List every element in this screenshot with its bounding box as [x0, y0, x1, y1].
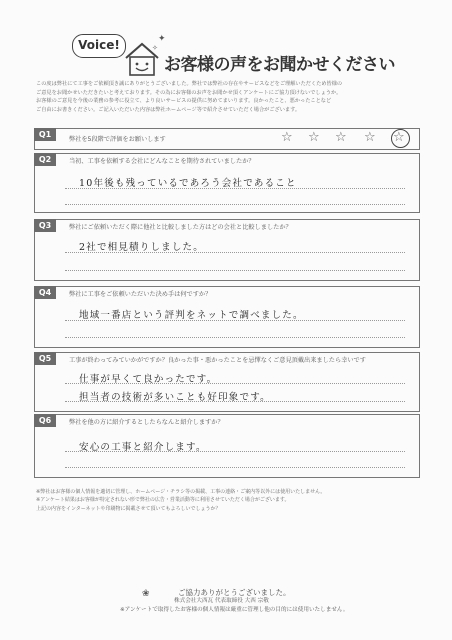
answer-line: [65, 467, 405, 468]
note-line: ※弊社はお客様の個人情報を適切に管理し、ホームページ・チラシ等の掲載、工事の連絡・ご案内等以外には使用いたしません。: [36, 489, 326, 495]
answer-line: [65, 337, 405, 338]
question-text: 弊社にご依頼いただく際に他社と比較しました方はどの会社と比較しましたか？: [69, 224, 292, 231]
sparkle-icon: ✧: [152, 44, 158, 52]
handwritten-answer: 担当者の技術が多いことも好印象です。: [79, 392, 271, 403]
answer-line: [65, 401, 405, 402]
question-number: Q5: [34, 352, 56, 365]
question-number: Q1: [34, 128, 56, 141]
intro-line: ご自由にお書きください。ご記入いただいた内容は弊社ホームページ等で紹介させていただく場合がございます。: [36, 106, 301, 113]
answer-line: [65, 451, 405, 452]
answer-line: [65, 252, 405, 253]
answer-line: [65, 204, 405, 205]
star-icon[interactable]: ☆: [281, 130, 293, 145]
handwritten-answer: 地域一番店という評判をネットで調べました。: [79, 310, 304, 321]
star-icon[interactable]: ☆: [335, 130, 347, 145]
footer: [120, 588, 380, 615]
answer-line: [65, 320, 405, 321]
question-number: Q4: [34, 286, 56, 299]
voice-badge: Voice!: [72, 34, 126, 58]
question-q3: [34, 219, 420, 281]
privacy-notes: [36, 488, 416, 513]
question-number: Q2: [34, 153, 56, 166]
answer-line: [65, 188, 405, 189]
question-q2: [34, 153, 420, 213]
sparkle-icon: ✦: [158, 34, 166, 44]
question-number: Q6: [34, 414, 56, 427]
star-icon[interactable]: ☆: [393, 130, 405, 145]
star-rating[interactable]: [281, 130, 411, 146]
question-number: Q3: [34, 219, 56, 232]
question-q4: [34, 286, 420, 348]
footer-note: ※アンケートで取得したお客様の個人情報は厳重に管理し他の目的には使用いたしません。: [120, 607, 349, 613]
intro-line: この度は弊社にて工事をご依頼頂き誠にありがとうございました。弊社では弊社の存在やサービスなどをご理解いただくため皆様の: [36, 81, 343, 87]
handwritten-answer: 10年後も残っているであろう会社であること: [79, 178, 297, 189]
intro-line: ご意見をお聞かせいただきたいと考えております。その為にお客様のお声をお聞かせ頂くアンケートにご協力頂けないでしょうか。: [36, 89, 342, 96]
answer-line: [65, 270, 405, 271]
star-icon[interactable]: ☆: [308, 130, 320, 145]
intro-line: お客様のご意見を今後の業務の参考に役立て、より良いサービスの提供に努めてまいります。良かったこと、悪かったことなど: [36, 98, 332, 105]
selected-rating-circle: [391, 129, 410, 148]
answer-line: [65, 383, 405, 384]
question-text: 当初、工事を依頼する会社にどんなことを期待されていましたか？: [69, 158, 255, 165]
header: [60, 30, 395, 78]
question-q1: [34, 128, 420, 150]
question-text: 工事が終わってみていかがですか？良かった事・悪かったことを忌憚なくご意見頂戴出来ましたら幸いです: [69, 357, 366, 364]
company-logo-icon: ❀: [142, 589, 150, 599]
handwritten-answer: 2社で相見積りしました。: [79, 242, 204, 253]
question-text: 弊社を5段階で評価をお願いします: [69, 136, 166, 143]
question-q6: [34, 414, 420, 478]
note-line: 上記の内容をインターネットや印刷物に掲載させて頂いてもよろしいでしょうか？: [36, 505, 221, 512]
handwritten-answer: 仕事が早くて良かったです。: [79, 374, 218, 385]
question-text: 弊社に工事をご依頼いただいた決め手は何ですか？: [69, 291, 212, 298]
handwritten-answer: 安心の工事と紹介します。: [79, 442, 207, 453]
thanks-text: ご協力ありがとうございました。: [178, 588, 291, 597]
question-text: 弊社を他の方に紹介するとしたらなんと紹介しますか？: [69, 419, 224, 426]
note-line: ※アンケート結果はお客様が特定されない形で弊社の広告・営業活動等に利用させていただく場合がございます。: [36, 497, 290, 504]
question-q5: [34, 352, 420, 412]
star-icon[interactable]: ☆: [364, 130, 376, 145]
intro-text: [36, 80, 416, 114]
company-name: 株式会社大西瓦 代表取締役 大西 宗敬: [174, 598, 269, 604]
page-title: お客様の声をお聞かせください: [164, 55, 395, 75]
